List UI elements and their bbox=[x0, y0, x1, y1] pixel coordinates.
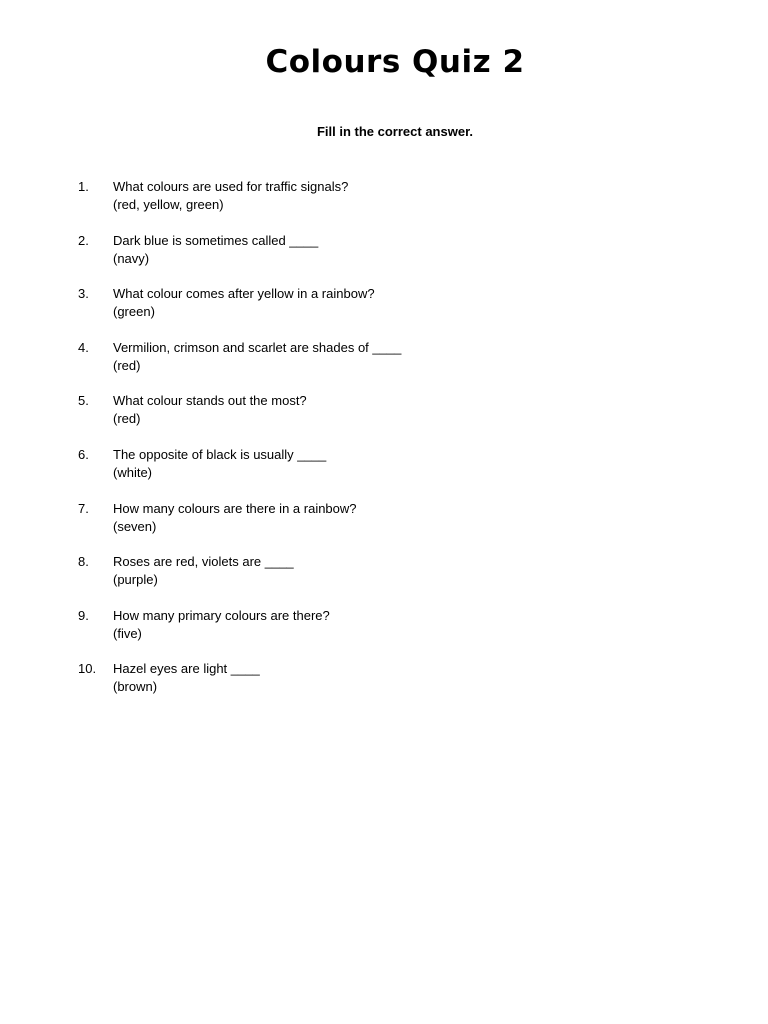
instruction-text: Fill in the correct answer. bbox=[316, 124, 474, 139]
question-item bbox=[78, 392, 698, 446]
question-item bbox=[78, 232, 698, 286]
question-answer: (red) bbox=[113, 411, 141, 427]
question-number: 2. bbox=[78, 232, 89, 248]
question-answer: (white) bbox=[113, 464, 153, 480]
question-answer: (red) bbox=[113, 357, 141, 373]
question-text: The opposite of black is usually ____ bbox=[113, 446, 327, 462]
question-item bbox=[78, 553, 698, 607]
question-answer: (green) bbox=[113, 304, 155, 320]
question-answer: (navy) bbox=[113, 250, 150, 266]
question-number: 9. bbox=[78, 607, 89, 623]
question-number: 10. bbox=[78, 661, 97, 677]
question-text: How many colours are there in a rainbow? bbox=[113, 500, 357, 516]
question-number: 6. bbox=[78, 446, 89, 462]
question-number: 8. bbox=[78, 554, 89, 570]
question-text: How many primary colours are there? bbox=[113, 607, 330, 623]
question-text: What colour stands out the most? bbox=[113, 393, 307, 409]
question-answer: (red, yellow, green) bbox=[113, 197, 224, 212]
question-text: What colour comes after yellow in a rainbow? bbox=[113, 286, 375, 302]
question-answer: (purple) bbox=[113, 572, 158, 588]
question-answer: (seven) bbox=[113, 518, 157, 534]
question-text: Roses are red, violets are ____ bbox=[113, 554, 294, 570]
question-text: Hazel eyes are light ____ bbox=[113, 661, 260, 677]
question-number: 3. bbox=[78, 286, 89, 302]
question-number: 7. bbox=[78, 500, 89, 516]
question-number: 4. bbox=[78, 339, 89, 355]
question-item bbox=[78, 660, 698, 714]
question-text: What colours are used for traffic signals? bbox=[113, 179, 349, 194]
question-answer: (five) bbox=[113, 625, 142, 641]
question-text: Dark blue is sometimes called ____ bbox=[113, 232, 319, 248]
question-number: 5. bbox=[78, 393, 89, 409]
question-answer: (brown) bbox=[113, 679, 158, 695]
question-item bbox=[78, 446, 698, 500]
question-item bbox=[78, 178, 698, 232]
page-title: Colours Quiz 2 bbox=[265, 44, 525, 80]
question-text: Vermilion, crimson and scarlet are shades of ____ bbox=[113, 339, 402, 355]
question-item bbox=[78, 285, 698, 339]
question-list bbox=[78, 178, 698, 714]
question-item bbox=[78, 339, 698, 393]
question-item bbox=[78, 607, 698, 661]
question-item bbox=[78, 500, 698, 554]
question-number: 1. bbox=[78, 179, 89, 194]
